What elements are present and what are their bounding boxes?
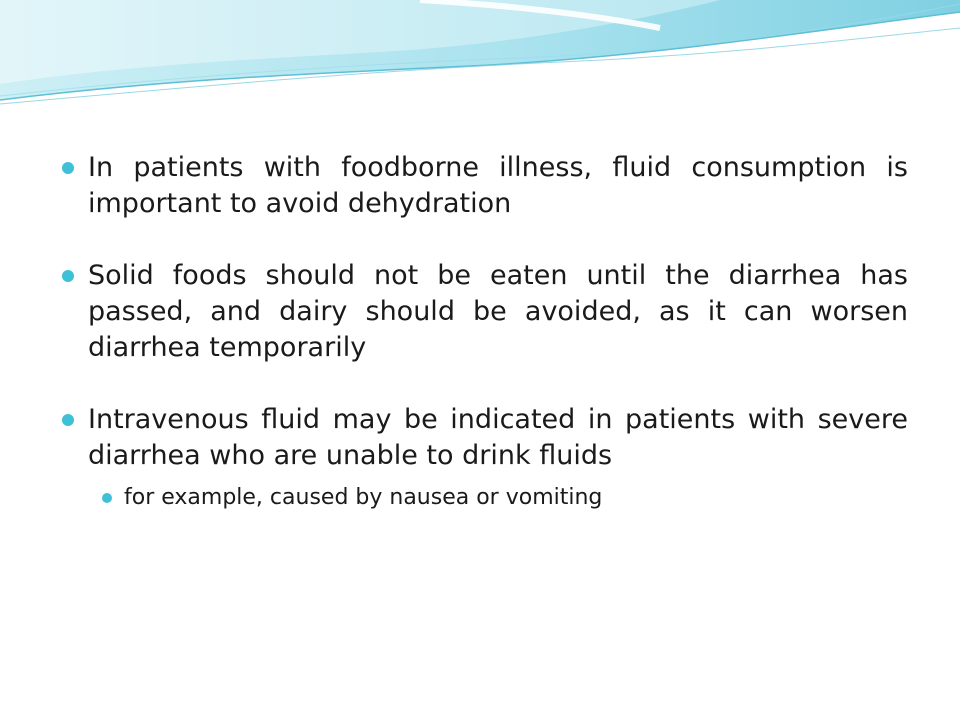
header-wave-decoration [0, 0, 960, 120]
slide-content [60, 150, 908, 514]
bullet-text: Solid foods should not be eaten until the diarrhea has passed, and dairy should be avoided, as it can worsen diarrhea temporarily [88, 260, 908, 363]
bullet-dot-icon [62, 162, 74, 174]
bullet-item [60, 258, 908, 366]
bullet-text: In patients with foodborne illness, fluid consumption is important to avoid dehydration [88, 152, 908, 219]
bullet-item [60, 402, 908, 474]
sub-bullet-dot-icon [102, 493, 112, 503]
bullet-dot-icon [62, 414, 74, 426]
sub-bullet-item [88, 482, 908, 514]
bullet-text: Intravenous fluid may be indicated in patients with severe diarrhea who are unable to drink fluids [88, 404, 908, 471]
bullet-item [60, 150, 908, 222]
bullet-dot-icon [62, 270, 74, 282]
sub-bullet-text: for example, caused by nausea or vomiting [124, 485, 603, 510]
